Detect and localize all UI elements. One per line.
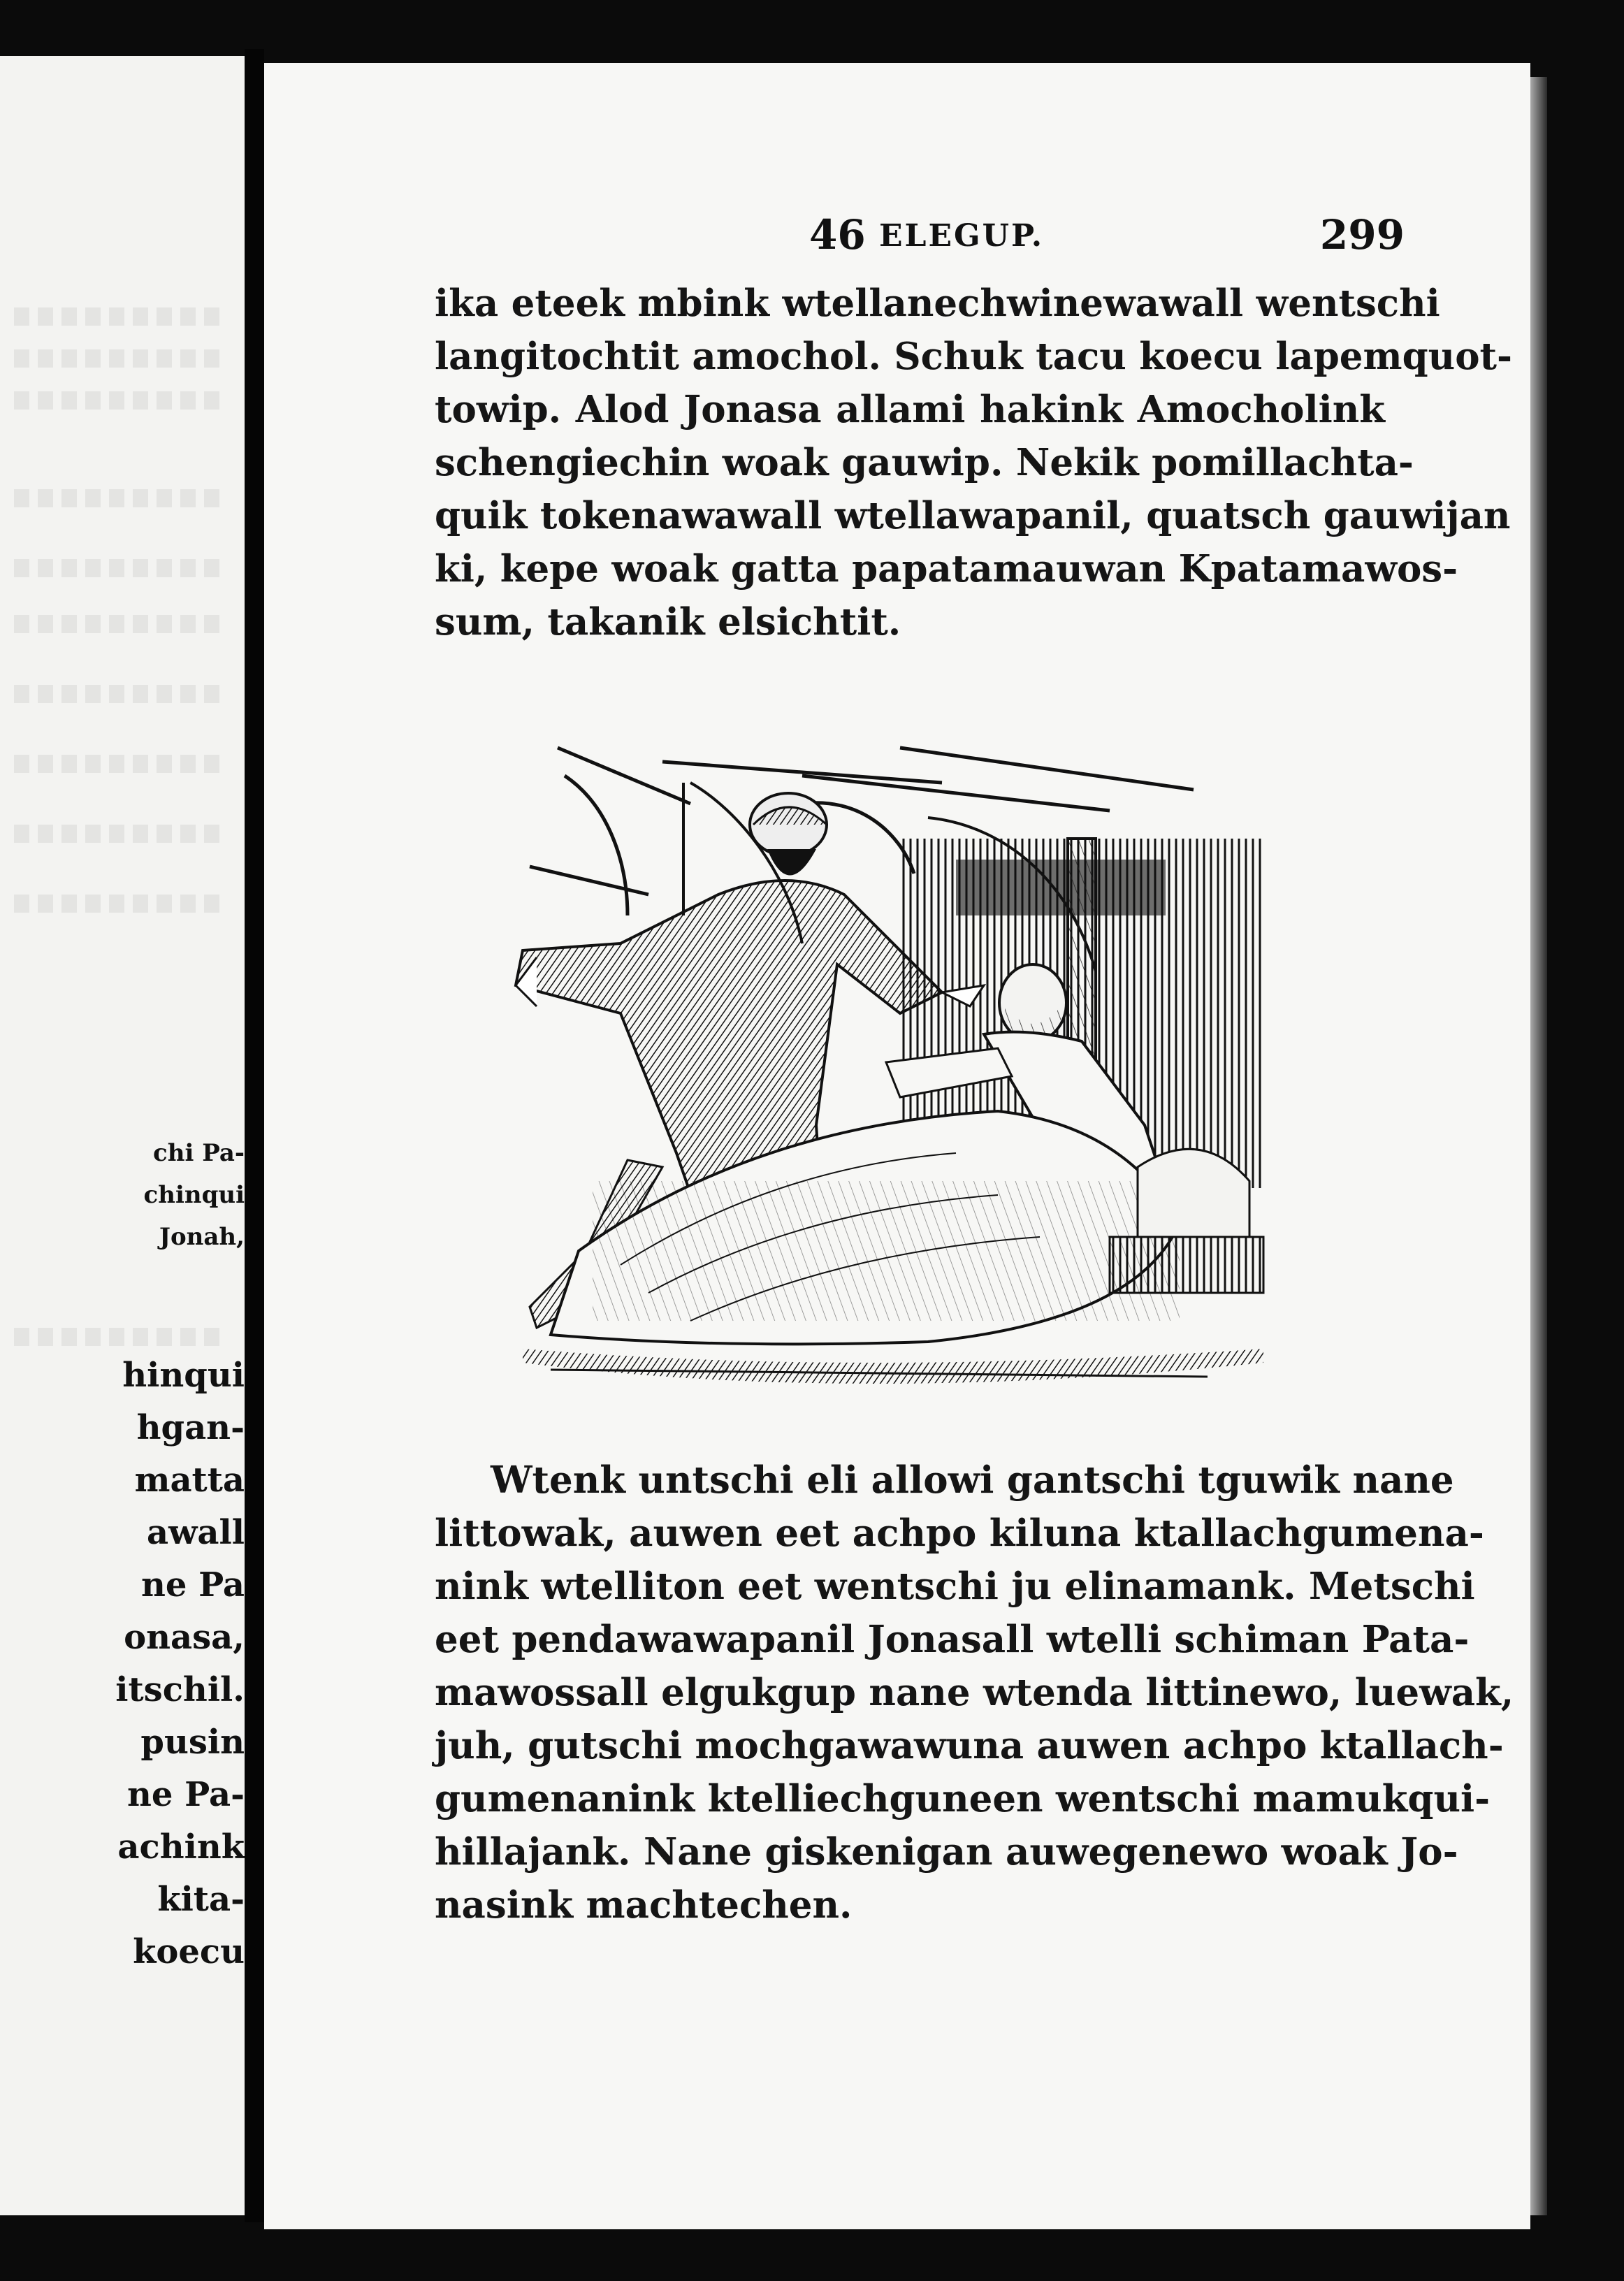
left-fragment: ne Pa: [140, 1565, 245, 1605]
engraving-illustration: [509, 734, 1291, 1405]
left-fragment: chi Pa-: [153, 1139, 245, 1167]
show-through-text: [14, 895, 224, 913]
left-fragment: Jonah,: [159, 1223, 245, 1251]
paragraph-2: [435, 1454, 1514, 1932]
text-line: nink wtelliton eet wentschi ju elinamank. Metschi: [435, 1565, 1475, 1608]
show-through-text: [14, 307, 224, 326]
left-fragment: onasa,: [124, 1618, 245, 1657]
signature-number: 46: [809, 211, 866, 259]
show-through-text: [14, 685, 224, 703]
left-fragment: kita-: [157, 1880, 245, 1919]
left-fragment: hgan-: [136, 1408, 245, 1447]
left-fragment: pusin: [140, 1723, 245, 1762]
show-through-text: [14, 349, 224, 368]
show-through-text: [14, 391, 224, 410]
left-fragment: itschil.: [115, 1670, 245, 1709]
text-line: ika eteek mbink wtellanechwinewawall wentschi: [435, 282, 1440, 325]
left-fragment: koecu: [133, 1932, 245, 1971]
text-line: nasink machtechen.: [435, 1883, 853, 1927]
text-line: hillajank. Nane giskenigan auwegenewo woak Jo-: [435, 1830, 1458, 1874]
left-fragment: ne Pa-: [127, 1775, 245, 1814]
right-page: [264, 63, 1530, 2229]
paragraph-1: [435, 277, 1513, 649]
running-title: ELEGUP.: [879, 218, 1045, 254]
text-line: gumenanink ktelliechguneen wentschi mamukqui-: [435, 1777, 1491, 1820]
show-through-text: [14, 615, 224, 633]
running-head: [264, 211, 1530, 267]
text-line: quik tokenawawall wtellawapanil, quatsch gauwijan: [435, 494, 1511, 537]
text-line: eet pendawawapanil Jonasall wtelli schiman Pata-: [435, 1618, 1470, 1661]
left-fragment: achink: [117, 1827, 245, 1867]
text-line: towip. Alod Jonasa allami hakink Amocholink: [435, 388, 1385, 431]
left-fragment: matta: [134, 1461, 245, 1500]
text-line: littowak, auwen eet achpo kiluna ktallachgumena-: [435, 1512, 1484, 1555]
page-number: 299: [1319, 211, 1405, 259]
left-page: [0, 56, 245, 2215]
book-gutter: [245, 49, 264, 2222]
page-edge: [1530, 77, 1547, 2215]
text-line: ki, kepe woak gatta papatamauwan Kpatamawos-: [435, 547, 1458, 591]
text-line: juh, gutschi mochgawawuna auwen achpo ktallach-: [435, 1724, 1504, 1767]
show-through-text: [14, 755, 224, 773]
text-line: sum, takanik elsichtit.: [435, 600, 901, 644]
ground: [523, 1349, 1263, 1384]
text-line: schengiechin woak gauwip. Nekik pomillachta-: [435, 441, 1414, 484]
text-line: mawossall elgukgup nane wtenda littinewo, luewak,: [435, 1671, 1514, 1714]
text-line: langitochtit amochol. Schuk tacu koecu lapemquot-: [435, 335, 1513, 378]
left-fragment: awall: [147, 1513, 245, 1552]
show-through-text: [14, 1328, 224, 1346]
text-line: Wtenk untschi eli allowi gantschi tguwik nane: [491, 1458, 1454, 1502]
left-fragment: hinqui: [122, 1356, 245, 1395]
left-fragment: chinqui: [143, 1181, 245, 1209]
show-through-text: [14, 489, 224, 507]
show-through-text: [14, 825, 224, 843]
show-through-text: [14, 559, 224, 577]
